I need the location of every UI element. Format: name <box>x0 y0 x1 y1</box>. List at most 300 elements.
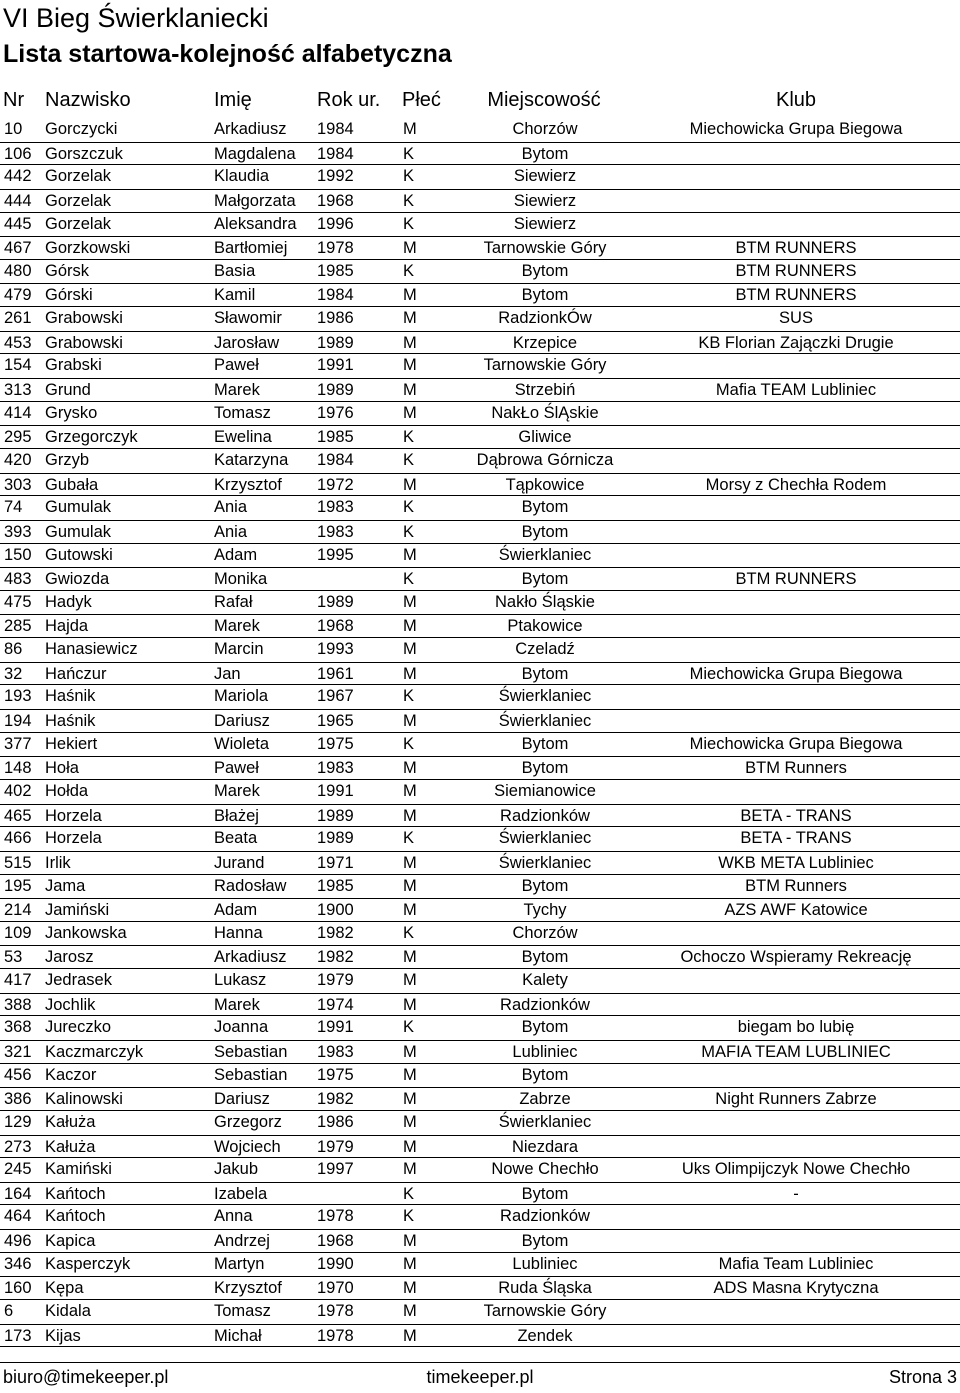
cell-nazwisko: Gwiozda <box>45 570 110 589</box>
cell-rok: 1978 <box>317 1207 354 1226</box>
cell-imie: Monika <box>214 570 268 589</box>
table-row <box>0 780 960 804</box>
cell-nr: 160 <box>4 1279 32 1298</box>
cell-klub: Miechowicka Grupa Biegowa <box>689 120 903 138</box>
cell-miejscowosc: Świerklaniec <box>498 712 592 731</box>
cell-nazwisko: Jankowska <box>45 923 127 942</box>
column-header-rok: Rok ur. <box>317 89 381 111</box>
cell-rok: 1989 <box>317 806 354 825</box>
table-row <box>0 969 960 993</box>
cell-rok: 1983 <box>317 498 354 517</box>
cell-klub: biegam bo lubię <box>737 1018 855 1037</box>
cell-nazwisko: Grabski <box>45 356 102 375</box>
table-row <box>0 709 960 733</box>
cell-nazwisko: Kałuża <box>45 1137 96 1156</box>
cell-rok: 1972 <box>317 475 354 494</box>
cell-nazwisko: Jureczko <box>45 1018 112 1037</box>
cell-nazwisko: Jamiński <box>45 901 110 920</box>
cell-rok: 1996 <box>317 214 354 233</box>
cell-miejscowosc: Świerklaniec <box>498 687 592 706</box>
table-row <box>0 473 960 497</box>
cell-nazwisko: Kańtoch <box>45 1207 106 1226</box>
cell-miejscowosc: Ptakowice <box>507 617 583 636</box>
cell-miejscowosc: Bytom <box>521 286 569 305</box>
cell-nazwisko: Gutowski <box>45 545 113 564</box>
cell-nr: 388 <box>4 995 32 1014</box>
cell-nr: 386 <box>4 1090 32 1109</box>
table-row <box>0 496 960 520</box>
cell-plec: K <box>403 191 415 210</box>
cell-nazwisko: Gorszczuk <box>45 144 123 163</box>
cell-klub: BTM RUNNERS <box>735 239 857 258</box>
cell-imie: Magdalena <box>214 144 296 163</box>
cell-nr: 445 <box>4 214 32 233</box>
cell-nr: 109 <box>4 923 32 942</box>
cell-rok: 1974 <box>317 995 354 1014</box>
cell-nazwisko: Hajda <box>45 617 89 636</box>
cell-nr: 442 <box>4 167 32 186</box>
cell-plec: M <box>403 1112 417 1131</box>
cell-plec: M <box>403 901 417 920</box>
cell-nazwisko: Górsk <box>45 261 90 280</box>
table-row <box>0 1324 960 1348</box>
cell-rok: 1967 <box>317 687 354 706</box>
cell-miejscowosc: Świerklaniec <box>498 853 592 872</box>
cell-imie: Krzysztof <box>214 475 282 494</box>
cell-klub: BTM RUNNERS <box>735 570 857 589</box>
page-title: VI Bieg Świerklaniecki <box>3 3 269 33</box>
column-header-imie: Imię <box>214 89 252 111</box>
cell-rok: 1979 <box>317 971 354 990</box>
cell-nazwisko: Kalinowski <box>45 1090 123 1109</box>
cell-nr: 393 <box>4 522 32 541</box>
cell-miejscowosc: Czeladź <box>515 640 575 659</box>
cell-miejscowosc: Tychy <box>523 901 567 920</box>
cell-nazwisko: Kamiński <box>45 1160 112 1179</box>
table-row <box>0 189 960 213</box>
cell-nazwisko: Horzela <box>45 806 102 825</box>
cell-nazwisko: Grund <box>45 381 91 400</box>
cell-nr: 164 <box>4 1184 32 1203</box>
cell-imie: Ania <box>214 498 248 517</box>
cell-nr: 245 <box>4 1160 32 1179</box>
cell-rok: 1975 <box>317 1065 354 1084</box>
cell-plec: M <box>403 853 417 872</box>
cell-plec: K <box>403 734 415 753</box>
cell-nazwisko: Hadyk <box>45 592 92 611</box>
cell-imie: Anna <box>214 1207 253 1226</box>
cell-miejscowosc: Niezdara <box>511 1137 579 1156</box>
cell-klub: Miechowicka Grupa Biegowa <box>689 664 903 683</box>
cell-rok: 1989 <box>317 829 354 848</box>
table-row <box>0 922 960 946</box>
cell-rok: 1984 <box>317 120 354 138</box>
page-footer <box>0 1362 960 1393</box>
page-subtitle: Lista startowa-kolejność alfabetyczna <box>3 40 452 68</box>
cell-nazwisko: Kaczmarczyk <box>45 1042 144 1061</box>
cell-nr: 346 <box>4 1254 32 1273</box>
cell-miejscowosc: Lubliniec <box>512 1042 578 1061</box>
table-row <box>0 402 960 426</box>
cell-miejscowosc: Świerklaniec <box>498 1112 592 1131</box>
cell-nr: 303 <box>4 475 32 494</box>
cell-klub: - <box>793 1184 799 1203</box>
cell-imie: Tomasz <box>214 403 271 422</box>
footer-email[interactable]: biuro@timekeeper.pl <box>3 1367 169 1387</box>
cell-miejscowosc: Gliwice <box>518 428 572 447</box>
cell-imie: Dariusz <box>214 712 270 731</box>
cell-klub: SUS <box>779 309 813 328</box>
cell-miejscowosc: Radzionków <box>500 995 590 1014</box>
cell-miejscowosc: Nowe Chechło <box>491 1160 599 1179</box>
table-row <box>0 733 960 757</box>
cell-nazwisko: Kidala <box>45 1302 91 1321</box>
cell-nazwisko: Gorzkowski <box>45 239 131 258</box>
cell-nr: 285 <box>4 617 32 636</box>
cell-imie: Katarzyna <box>214 450 289 469</box>
cell-nr: 515 <box>4 853 32 872</box>
table-row <box>0 945 960 969</box>
cell-klub: BTM Runners <box>745 759 847 778</box>
table-row <box>0 213 960 237</box>
cell-miejscowosc: Siewierz <box>513 214 577 233</box>
cell-rok: 1968 <box>317 191 354 210</box>
cell-miejscowosc: Tarnowskie Góry <box>483 356 607 375</box>
cell-rok: 1991 <box>317 781 354 800</box>
table-row <box>0 449 960 473</box>
cell-plec: M <box>403 640 417 659</box>
cell-nazwisko: Kałuża <box>45 1112 96 1131</box>
cell-plec: K <box>403 498 415 517</box>
cell-imie: Marek <box>214 781 260 800</box>
table-row <box>0 544 960 568</box>
cell-plec: M <box>403 876 417 895</box>
cell-nazwisko: Gorczycki <box>45 120 118 138</box>
cell-miejscowosc: NakŁo ŚlĄskie <box>491 403 599 422</box>
cell-rok: 1986 <box>317 1112 354 1131</box>
footer-page-number: Strona 3 <box>888 1367 957 1387</box>
column-header-plec: Płeć <box>402 89 441 111</box>
cell-miejscowosc: Bytom <box>521 948 569 967</box>
cell-nr: 464 <box>4 1207 32 1226</box>
cell-imie: Mariola <box>214 687 269 706</box>
cell-imie: Arkadiusz <box>214 120 287 138</box>
cell-rok: 1992 <box>317 167 354 186</box>
cell-miejscowosc: Chorzów <box>512 923 578 942</box>
table-row <box>0 1016 960 1040</box>
cell-miejscowosc: Siewierz <box>513 191 577 210</box>
cell-imie: Marcin <box>214 640 264 659</box>
cell-klub: Morsy z Chechła Rodem <box>705 475 887 494</box>
table-row <box>0 1040 960 1064</box>
cell-rok: 1976 <box>317 403 354 422</box>
cell-klub: Mafia TEAM Lubliniec <box>715 381 877 400</box>
cell-plec: M <box>403 1279 417 1298</box>
cell-plec: M <box>403 664 417 683</box>
cell-miejscowosc: Bytom <box>521 144 569 163</box>
cell-imie: Ania <box>214 522 248 541</box>
cell-plec: M <box>403 333 417 352</box>
cell-plec: K <box>403 1207 415 1226</box>
table-row <box>0 993 960 1017</box>
cell-rok: 1985 <box>317 876 354 895</box>
cell-miejscowosc: Bytom <box>521 1184 569 1203</box>
cell-nazwisko: Gumulak <box>45 522 112 541</box>
table-row <box>0 354 960 378</box>
cell-imie: Ewelina <box>214 428 272 447</box>
cell-imie: Jurand <box>214 853 265 872</box>
cell-miejscowosc: Bytom <box>521 498 569 517</box>
table-row <box>0 685 960 709</box>
cell-imie: Lukasz <box>214 971 267 990</box>
cell-imie: Sebastian <box>214 1065 288 1084</box>
table-row <box>0 1087 960 1111</box>
cell-nazwisko: Kasperczyk <box>45 1254 131 1273</box>
cell-nazwisko: Gorzelak <box>45 214 112 233</box>
cell-plec: M <box>403 781 417 800</box>
cell-rok: 1978 <box>317 239 354 258</box>
cell-klub: BETA - TRANS <box>740 829 852 848</box>
cell-klub: ADS Masna Krytyczna <box>713 1279 879 1298</box>
cell-nr: 32 <box>4 664 23 683</box>
cell-nr: 150 <box>4 545 32 564</box>
cell-plec: M <box>403 475 417 494</box>
cell-imie: Joanna <box>214 1018 269 1037</box>
cell-nazwisko: Grabowski <box>45 333 123 352</box>
cell-imie: Beata <box>214 829 258 848</box>
cell-imie: Andrzej <box>214 1232 270 1251</box>
table-row <box>0 756 960 780</box>
cell-imie: Bartłomiej <box>214 239 288 258</box>
table-row <box>0 1229 960 1253</box>
cell-imie: Basia <box>214 261 256 280</box>
cell-plec: M <box>403 1090 417 1109</box>
cell-nr: 414 <box>4 403 32 422</box>
cell-nr: 456 <box>4 1065 32 1084</box>
table-row <box>0 1182 960 1206</box>
cell-plec: M <box>403 1254 417 1273</box>
cell-nr: 173 <box>4 1326 32 1345</box>
cell-rok: 1978 <box>317 1326 354 1345</box>
cell-miejscowosc: Bytom <box>521 522 569 541</box>
cell-rok: 1991 <box>317 356 354 375</box>
cell-miejscowosc: Bytom <box>521 664 569 683</box>
cell-nazwisko: Grzyb <box>45 450 90 469</box>
cell-nr: 483 <box>4 570 32 589</box>
cell-rok: 1978 <box>317 1302 354 1321</box>
cell-plec: M <box>403 971 417 990</box>
cell-nazwisko: Jarosz <box>45 948 94 967</box>
cell-plec: M <box>403 356 417 375</box>
cell-nr: 417 <box>4 971 32 990</box>
table-row <box>0 804 960 828</box>
cell-plec: K <box>403 1184 415 1203</box>
cell-imie: Marek <box>214 617 260 636</box>
table-row <box>0 307 960 331</box>
cell-plec: M <box>403 712 417 731</box>
cell-miejscowosc: Tarnowskie Góry <box>483 239 607 258</box>
cell-nazwisko: Grzegorczyk <box>45 428 138 447</box>
cell-nr: 480 <box>4 261 32 280</box>
cell-miejscowosc: Tarnowskie Góry <box>483 1302 607 1321</box>
cell-nr: 53 <box>4 948 23 967</box>
cell-nazwisko: Gumulak <box>45 498 112 517</box>
cell-nr: 261 <box>4 309 32 328</box>
cell-nazwisko: Irlik <box>45 853 71 872</box>
cell-imie: Wioleta <box>214 734 270 753</box>
cell-rok: 1970 <box>317 1279 354 1298</box>
cell-rok: 1982 <box>317 948 354 967</box>
cell-miejscowosc: Bytom <box>521 1065 569 1084</box>
cell-rok: 1984 <box>317 286 354 305</box>
cell-rok: 1997 <box>317 1160 354 1179</box>
cell-nazwisko: Kańtoch <box>45 1184 106 1203</box>
table-row <box>0 165 960 189</box>
table-row <box>0 331 960 355</box>
table-row <box>0 614 960 638</box>
cell-imie: Sławomir <box>214 309 282 328</box>
table-row <box>0 1111 960 1135</box>
cell-plec: M <box>403 286 417 305</box>
column-header-miejscowosc: Miejscowość <box>487 89 601 111</box>
cell-nr: 195 <box>4 876 32 895</box>
cell-plec: K <box>403 570 415 589</box>
cell-imie: Marek <box>214 995 260 1014</box>
table-header <box>0 89 960 115</box>
cell-imie: Michał <box>214 1326 262 1345</box>
cell-klub: AZS AWF Katowice <box>724 901 868 920</box>
cell-rok: 1984 <box>317 450 354 469</box>
cell-nr: 368 <box>4 1018 32 1037</box>
column-header-nazwisko: Nazwisko <box>45 89 131 111</box>
cell-rok: 1979 <box>317 1137 354 1156</box>
cell-miejscowosc: Bytom <box>521 570 569 589</box>
cell-nazwisko: Horzela <box>45 829 102 848</box>
cell-nr: 475 <box>4 592 32 611</box>
cell-miejscowosc: Bytom <box>521 876 569 895</box>
cell-miejscowosc: Bytom <box>521 734 569 753</box>
cell-klub: BTM RUNNERS <box>735 261 857 280</box>
cell-plec: M <box>403 1065 417 1084</box>
cell-plec: M <box>403 1232 417 1251</box>
cell-nr: 465 <box>4 806 32 825</box>
cell-imie: Radosław <box>214 876 287 895</box>
table-row <box>0 1300 960 1324</box>
cell-klub: Night Runners Zabrze <box>715 1090 877 1109</box>
cell-nr: 129 <box>4 1112 32 1131</box>
cell-miejscowosc: Bytom <box>521 759 569 778</box>
cell-klub: Miechowicka Grupa Biegowa <box>689 734 903 753</box>
table-row <box>0 1205 960 1229</box>
cell-miejscowosc: Lubliniec <box>512 1254 578 1273</box>
cell-klub: BTM RUNNERS <box>735 286 857 305</box>
cell-nr: 444 <box>4 191 32 210</box>
cell-rok: 1993 <box>317 640 354 659</box>
cell-nazwisko: Jochlik <box>45 995 96 1014</box>
cell-rok: 1983 <box>317 1042 354 1061</box>
cell-imie: Kamil <box>214 286 256 305</box>
cell-plec: K <box>403 167 415 186</box>
table-row <box>0 662 960 686</box>
cell-nazwisko: Kępa <box>45 1279 84 1298</box>
cell-plec: M <box>403 592 417 611</box>
cell-rok: 1985 <box>317 261 354 280</box>
cell-rok: 1986 <box>317 309 354 328</box>
cell-nr: 402 <box>4 781 32 800</box>
cell-rok: 1900 <box>317 901 354 920</box>
column-header-nr: Nr <box>3 89 25 111</box>
cell-rok: 1989 <box>317 592 354 611</box>
cell-plec: M <box>403 120 417 138</box>
cell-plec: M <box>403 545 417 564</box>
cell-rok: 1989 <box>317 381 354 400</box>
cell-plec: K <box>403 923 415 942</box>
cell-miejscowosc: Krzepice <box>512 333 578 352</box>
cell-nr: 148 <box>4 759 32 778</box>
cell-imie: Klaudia <box>214 167 270 186</box>
cell-nr: 496 <box>4 1232 32 1251</box>
column-header-klub: Klub <box>775 89 817 111</box>
cell-imie: Dariusz <box>214 1090 270 1109</box>
cell-miejscowosc: Siewierz <box>513 167 577 186</box>
cell-nazwisko: Górski <box>45 286 93 305</box>
cell-plec: K <box>403 1018 415 1037</box>
cell-nazwisko: Haśnik <box>45 712 96 731</box>
cell-miejscowosc: Bytom <box>521 1232 569 1251</box>
cell-plec: M <box>403 995 417 1014</box>
cell-nr: 453 <box>4 333 32 352</box>
cell-rok: 1995 <box>317 545 354 564</box>
cell-plec: M <box>403 309 417 328</box>
cell-klub: BTM Runners <box>745 876 847 895</box>
cell-nr: 467 <box>4 239 32 258</box>
cell-nr: 479 <box>4 286 32 305</box>
cell-plec: M <box>403 239 417 258</box>
table-row <box>0 875 960 899</box>
cell-nr: 313 <box>4 381 32 400</box>
cell-imie: Krzysztof <box>214 1279 282 1298</box>
cell-imie: Izabela <box>214 1184 268 1203</box>
cell-plec: M <box>403 1302 417 1321</box>
cell-nr: 295 <box>4 428 32 447</box>
footer-site[interactable]: timekeeper.pl <box>426 1367 534 1387</box>
cell-nr: 6 <box>4 1302 14 1321</box>
cell-rok: 1983 <box>317 522 354 541</box>
cell-plec: K <box>403 428 415 447</box>
table-row <box>0 638 960 662</box>
table-row <box>0 118 960 142</box>
table-row <box>0 520 960 544</box>
cell-miejscowosc: Zabrze <box>519 1090 571 1109</box>
cell-plec: M <box>403 1137 417 1156</box>
cell-klub: Mafia Team Lubliniec <box>718 1254 874 1273</box>
table-row <box>0 591 960 615</box>
cell-rok: 1961 <box>317 664 354 683</box>
cell-miejscowosc: Świerklaniec <box>498 545 592 564</box>
cell-klub: Uks Olimpijczyk Nowe Chechło <box>681 1160 911 1179</box>
cell-plec: K <box>403 144 415 163</box>
cell-imie: Rafał <box>214 592 253 611</box>
cell-klub: KB Florian Zajączki Drugie <box>698 333 894 352</box>
cell-miejscowosc: RadzionkÓw <box>498 309 592 328</box>
table-row <box>0 142 960 166</box>
start-list-table <box>0 118 960 1347</box>
cell-nazwisko: Kaczor <box>45 1065 97 1084</box>
cell-plec: M <box>403 806 417 825</box>
cell-imie: Paweł <box>214 356 259 375</box>
cell-imie: Grzegorz <box>214 1112 282 1131</box>
cell-miejscowosc: Tąpkowice <box>505 475 585 494</box>
